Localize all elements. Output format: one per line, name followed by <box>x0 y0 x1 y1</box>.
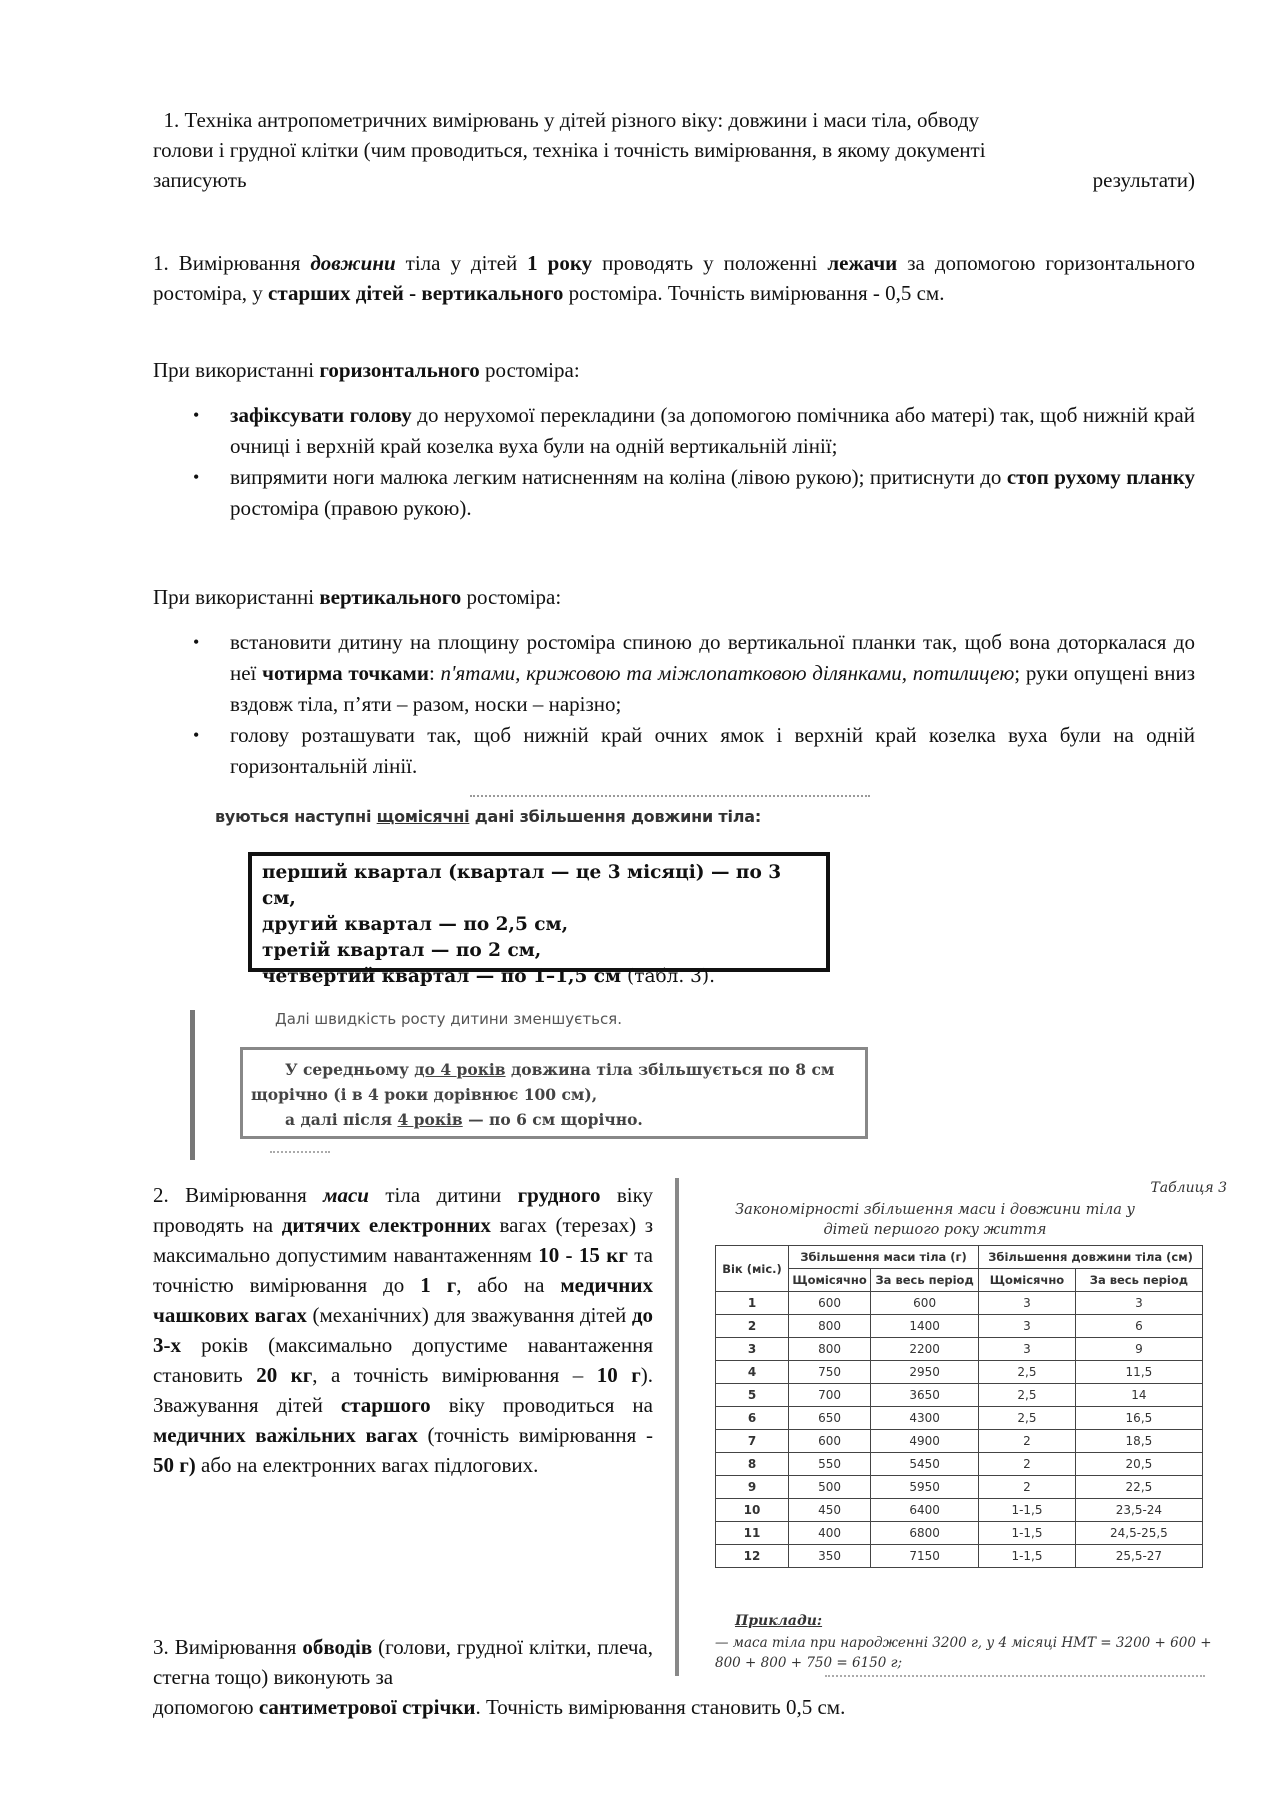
table-cell: 6 <box>1075 1315 1202 1338</box>
list-item: • голову розташувати так, щоб нижній край очних ямок і верхній край козелка вуха були на одній горизонтальній лінії. <box>153 720 1195 782</box>
scanned-length-fragment <box>190 795 890 1165</box>
table-cell: 2950 <box>871 1361 979 1384</box>
age-cell: 2 <box>716 1315 789 1338</box>
circumference-paragraph: 3. Вимірювання обводів (голови, грудної клітки, плеча, стегна тощо) виконують за <box>153 1635 653 1689</box>
table-cell: 16,5 <box>1075 1407 1202 1430</box>
scan-note: Далі швидкість росту дитини зменшується. <box>275 1010 622 1028</box>
growth-table <box>715 1245 1203 1568</box>
bullet-icon: • <box>193 467 200 487</box>
table-cell: 2,5 <box>979 1384 1076 1407</box>
scan-margin-bar <box>190 1010 195 1160</box>
scan-intro: вуються наступні щомісячні дані збільшення довжини тіла: <box>215 807 762 826</box>
heading-line: голови і грудної клітки (чим проводиться, техніка і точність вимірювання, в якому документі <box>153 138 986 162</box>
table-cell: 9 <box>1075 1338 1202 1361</box>
table-cell: 600 <box>871 1292 979 1315</box>
list-item: • встановити дитину на площину ростоміра спиною до вертикальної планки так, щоб вона доторкалася до неї чотирма точками: п'ятами, крижовою та міжлопатковою ділянками, потилицею; руки опущені вниз вздовж тіла, п’яти – разом, носки – нарізно; <box>153 627 1195 720</box>
table-row <box>716 1407 1203 1430</box>
table-cell: 2,5 <box>979 1361 1076 1384</box>
table-row <box>716 1476 1203 1499</box>
table-cell: 7150 <box>871 1545 979 1568</box>
age-cell: 9 <box>716 1476 789 1499</box>
table-cell: 800 <box>789 1338 871 1361</box>
table-cell: 14 <box>1075 1384 1202 1407</box>
list-item: • випрямити ноги малюка легким натисненням на коліна (лівою рукою); притиснути до стоп рухому планку ростоміра (правою рукою). <box>153 462 1195 524</box>
bullet-icon: • <box>193 725 200 745</box>
table-row <box>716 1522 1203 1545</box>
table-cell: 2 <box>979 1430 1076 1453</box>
table-row <box>716 1338 1203 1361</box>
table-row <box>716 1361 1203 1384</box>
circumference-paragraph-end: допомогою сантиметрової стрічки. Точність вимірювання становить 0,5 см. <box>153 1695 846 1719</box>
table-body <box>716 1292 1203 1568</box>
list-item: • зафіксувати голову до нерухомої перекладини (за допомогою помічника або матері) так, щоб нижній край очниці і верхній край козелка вуха були на одній вертикальній лінії; <box>153 400 1195 462</box>
horizontal-steps-list <box>153 400 1195 524</box>
table-cell: 25,5-27 <box>1075 1545 1202 1568</box>
table-cell: 22,5 <box>1075 1476 1202 1499</box>
table-cell: 5450 <box>871 1453 979 1476</box>
column-header: За весь період <box>871 1269 979 1292</box>
table-cell: 3 <box>979 1292 1076 1315</box>
scan-artifact <box>825 1675 1205 1677</box>
table-cell: 1-1,5 <box>979 1499 1076 1522</box>
table-cell: 3650 <box>871 1384 979 1407</box>
table-row <box>716 1545 1203 1568</box>
column-header: Вік (міс.) <box>716 1246 789 1292</box>
age-cell: 10 <box>716 1499 789 1522</box>
table-cell: 6800 <box>871 1522 979 1545</box>
bullet-icon: • <box>193 405 200 425</box>
table-cell: 2 <box>979 1453 1076 1476</box>
age-cell: 1 <box>716 1292 789 1315</box>
table-cell: 700 <box>789 1384 871 1407</box>
table-row <box>716 1453 1203 1476</box>
age-cell: 3 <box>716 1338 789 1361</box>
table-cell: 1400 <box>871 1315 979 1338</box>
table-cell: 800 <box>789 1315 871 1338</box>
age-cell: 6 <box>716 1407 789 1430</box>
age-cell: 11 <box>716 1522 789 1545</box>
age-cell: 4 <box>716 1361 789 1384</box>
table-cell: 6400 <box>871 1499 979 1522</box>
yearly-growth-box: У середньому до 4 років довжина тіла збільшується по 8 см щорічно (і в 4 роки дорівнює 100 см), а далі після 4 років — по 6 см щорічно. <box>240 1047 868 1139</box>
age-cell: 12 <box>716 1545 789 1568</box>
bullet-icon: • <box>193 632 200 652</box>
vertical-label: При використанні вертикального ростоміра: <box>153 585 562 609</box>
table-cell: 750 <box>789 1361 871 1384</box>
table-cell: 24,5-25,5 <box>1075 1522 1202 1545</box>
table-number: Таблиця 3 <box>1150 1180 1227 1196</box>
table-cell: 3 <box>979 1338 1076 1361</box>
table-cell: 3 <box>979 1315 1076 1338</box>
scan-artifact <box>470 795 870 801</box>
quarterly-growth-box: перший квартал (квартал — це 3 місяці) — по 3 см, другий квартал — по 2,5 см, третій квартал — по 2 см, четвертий квартал — по 1–1,5 см (табл. 3). <box>248 852 830 972</box>
table-cell: 1-1,5 <box>979 1545 1076 1568</box>
table-cell: 4300 <box>871 1407 979 1430</box>
table-cell: 550 <box>789 1453 871 1476</box>
column-header: За весь період <box>1075 1269 1202 1292</box>
scan-artifact <box>270 1151 330 1159</box>
table-row <box>716 1430 1203 1453</box>
column-header: Щомісячно <box>979 1269 1076 1292</box>
table-cell: 2 <box>979 1476 1076 1499</box>
table-cell: 2,5 <box>979 1407 1076 1430</box>
column-header: Збільшення довжини тіла (см) <box>979 1246 1203 1269</box>
heading-line: 1. Техніка антропометричних вимірювань у дітей різного віку: довжини і маси тіла, обводу <box>163 108 980 132</box>
table-cell: 20,5 <box>1075 1453 1202 1476</box>
question-heading <box>153 105 1195 195</box>
scan-margin-bar <box>675 1178 679 1676</box>
table-cell: 600 <box>789 1292 871 1315</box>
column-header: Щомісячно <box>789 1269 871 1292</box>
example-text: — маса тіла при народженні 3200 г, у 4 місяці НМТ = 3200 + 600 + 800 + 800 + 750 = 6150 г; <box>715 1635 1212 1671</box>
table-cell: 450 <box>789 1499 871 1522</box>
table-cell: 2200 <box>871 1338 979 1361</box>
table-cell: 400 <box>789 1522 871 1545</box>
table-cell: 600 <box>789 1430 871 1453</box>
table-cell: 1-1,5 <box>979 1522 1076 1545</box>
examples-title: Приклади: <box>735 1613 823 1629</box>
age-cell: 5 <box>716 1384 789 1407</box>
table-cell: 650 <box>789 1407 871 1430</box>
mass-measurement-paragraph: 2. Вимірювання маси тіла дитини грудного віку проводять на дитячих електронних вагах (терезах) з максимально допустимим навантаженням 10 - 15 кг та точністю вимірювання до 1 г, або на медичних чашкових вагах (механічних) для зважування дітей до 3-х років (максимально допустиме навантаження становить 20 кг, а точність вимірювання – 10 г). Зважування дітей старшого віку проводиться на медичних важільних вагах (точність вимірювання - 50 г) або на електронних вагах підлогових. <box>153 1183 653 1477</box>
table-cell: 23,5-24 <box>1075 1499 1202 1522</box>
scanned-table-fragment <box>675 1178 1235 1686</box>
table-row <box>716 1499 1203 1522</box>
table-cell: 350 <box>789 1545 871 1568</box>
table-cell: 500 <box>789 1476 871 1499</box>
horizontal-label: При використанні горизонтального ростоміра: <box>153 358 580 382</box>
table-row <box>716 1292 1203 1315</box>
table-cell: 4900 <box>871 1430 979 1453</box>
table-cell: 3 <box>1075 1292 1202 1315</box>
age-cell: 7 <box>716 1430 789 1453</box>
table-title: Закономірності збільшення маси і довжини тіла у дітей першого року життя <box>735 1202 1135 1238</box>
heading-line: записують результати) <box>153 168 1195 192</box>
age-cell: 8 <box>716 1453 789 1476</box>
table-row <box>716 1315 1203 1338</box>
table-row <box>716 1384 1203 1407</box>
table-cell: 18,5 <box>1075 1430 1202 1453</box>
table-cell: 11,5 <box>1075 1361 1202 1384</box>
vertical-steps-list <box>153 627 1195 782</box>
length-measurement-paragraph: 1. Вимірювання довжини тіла у дітей 1 року проводять у положенні лежачи за допомогою горизонтального ростоміра, у старших дітей - вертикального ростоміра. Точність вимірювання - 0,5 см. <box>153 251 1195 305</box>
column-header: Збільшення маси тіла (г) <box>789 1246 979 1269</box>
table-cell: 5950 <box>871 1476 979 1499</box>
